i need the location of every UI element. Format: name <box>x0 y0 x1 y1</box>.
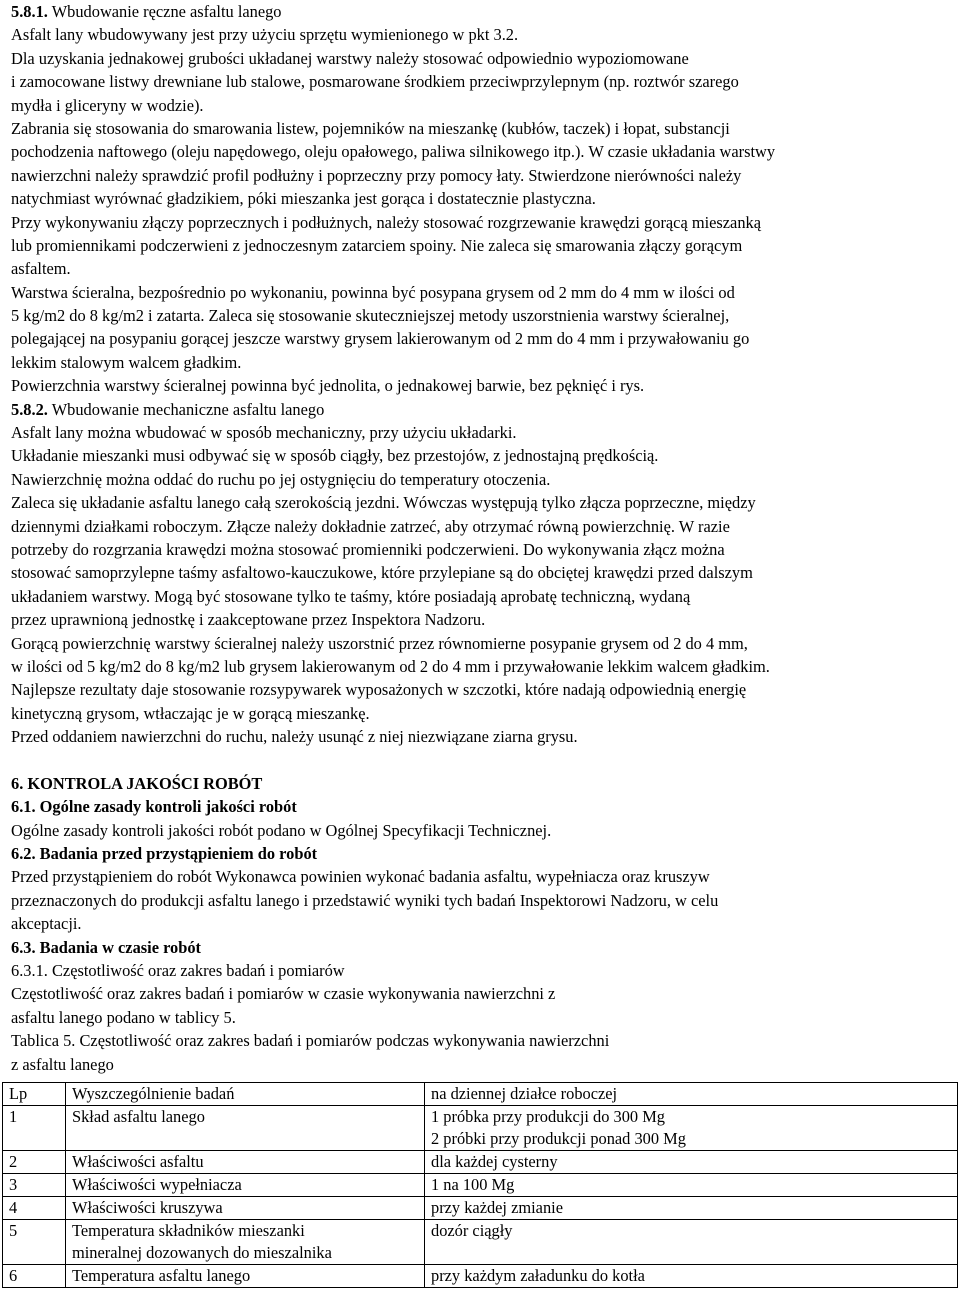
cell-line: dla każdej cysterny <box>431 1152 558 1171</box>
cell-name <box>66 1265 425 1288</box>
section-6-2-body <box>11 865 951 935</box>
cell-lp: 2 <box>3 1151 66 1174</box>
cell-line: Temperatura składników mieszanki <box>72 1221 305 1240</box>
text-line: 5 kg/m2 do 8 kg/m2 i zatarta. Zaleca się stosowanie skuteczniejszej metody uszorstnienia warstwy ścieralnej, <box>11 306 730 326</box>
table-row <box>3 1174 958 1197</box>
cell-freq <box>425 1197 958 1220</box>
cell-lp: 1 <box>3 1106 66 1151</box>
text-line: Przed oddaniem nawierzchni do ruchu, należy usunąć z niej niezwiązane ziarna grysu. <box>11 727 578 747</box>
text-line: potrzeby do rozgrzania krawędzi można stosować promienniki podczerwieni. Do wykonywania złącz można <box>11 539 725 559</box>
section-5-8-2-body <box>11 421 951 748</box>
section-number: 5.8.1. <box>11 2 48 21</box>
cell-name <box>66 1220 425 1265</box>
cell-line: 1 próbka przy produkcji do 300 Mg <box>431 1107 665 1126</box>
header-name: Wyszczególnienie badań <box>66 1083 425 1106</box>
text-line: przez uprawnioną jednostkę i zaakceptowane przez Inspektora Nadzoru. <box>11 610 486 630</box>
section-6-3-heading: 6.3. Badania w czasie robót <box>11 937 202 957</box>
cell-line: 2 próbki przy produkcji ponad 300 Mg <box>431 1129 686 1148</box>
text-line: lub promiennikami podczerwieni z jednoczesnym zatarciem spoiny. Nie zaleca się smarowania złączy gorącym <box>11 235 743 255</box>
cell-freq <box>425 1220 958 1265</box>
text-line: lekkim stalowym walcem gładkim. <box>11 352 242 372</box>
text-line: Tablica 5. Częstotliwość oraz zakres badań i pomiarów podczas wykonywania nawierzchni <box>11 1031 610 1051</box>
cell-line: Właściwości asfaltu <box>72 1152 204 1171</box>
text-line: z asfaltu lanego <box>11 1054 114 1074</box>
table-5 <box>2 1082 958 1288</box>
header-lp: Lp <box>3 1083 66 1106</box>
text-line: Gorącą powierzchnię warstwy ścieralnej należy uszorstnić przez równomierne posypanie grysem od 2 do 4 mm, <box>11 633 748 653</box>
cell-line: Skład asfaltu lanego <box>72 1107 205 1126</box>
text-line: Przed przystąpieniem do robót Wykonawca powinien wykonać badania asfaltu, wypełniacza oraz kruszyw <box>11 867 710 887</box>
table-row <box>3 1151 958 1174</box>
section-number: 6.3.1. <box>11 961 48 981</box>
section-title: Wbudowanie mechaniczne asfaltu lanego <box>47 399 325 419</box>
cell-line: dozór ciągły <box>431 1221 513 1240</box>
text-line: stosować samoprzylepne taśmy asfaltowo-kauczukowe, które przylepiane są do obciętej krawędzi przed dalszym <box>11 563 753 583</box>
text-line: Przy wykonywaniu złączy poprzecznych i podłużnych, należy stosować rozgrzewanie krawędzi gorącą mieszanką <box>11 212 761 232</box>
section-number: 5.8.2. <box>11 399 48 419</box>
cell-lp: 3 <box>3 1174 66 1197</box>
section-6-heading: 6. KONTROLA JAKOŚCI ROBÓT <box>11 773 263 793</box>
text-line: Asfalt lany można wbudować w sposób mechaniczny, przy użyciu układarki. <box>11 423 517 443</box>
text-line: Zabrania się stosowania do smarowania listew, pojemników na mieszankę (kubłów, taczek) i łopat, substancji <box>11 118 730 138</box>
cell-freq <box>425 1106 958 1151</box>
text-line: Najlepsze rezultaty daje stosowanie rozsypywarek wyposażonych w szczotki, które nadają odpowiednią energię <box>11 680 747 700</box>
text-line: Układanie mieszanki musi odbywać się w sposób ciągły, bez przestojów, z jednostajną prędkością. <box>11 446 659 466</box>
text-line: kinetyczną grysom, wtłaczając je w gorącą mieszankę. <box>11 703 370 723</box>
text-line: Warstwa ścieralna, bezpośrednio po wykonaniu, powinna być posypana grysem od 2 mm do 4 mm w ilości od <box>11 282 735 302</box>
text-line: polegającej na posypaniu gorącej jeszcze warstwy grysem lakierowanym od 2 mm do 4 mm i przywałowaniu go <box>11 329 750 349</box>
section-6-3-1-heading <box>11 959 951 982</box>
cell-line: przy każdej zmianie <box>431 1198 563 1217</box>
text-line: przeznaczonych do produkcji asfaltu lanego i przedstawić wyniki tych badań Inspektorowi Nadzoru, w celu <box>11 890 719 910</box>
section-5-8-2-heading <box>11 398 951 421</box>
cell-line: Właściwości wypełniacza <box>72 1175 242 1194</box>
spacer <box>11 749 951 772</box>
table-row <box>3 1106 958 1151</box>
header-freq: na dziennej działce roboczej <box>425 1083 958 1106</box>
cell-lp: 5 <box>3 1220 66 1265</box>
section-6-1-text: Ogólne zasady kontroli jakości robót podano w Ogólnej Specyfikacji Technicznej. <box>11 820 552 840</box>
section-5-8-1-heading <box>11 0 951 23</box>
text-line: natychmiast wyrównać gładzikiem, póki mieszanka jest gorąca i dostatecznie plastyczna. <box>11 189 596 209</box>
cell-line: 1 na 100 Mg <box>431 1175 515 1194</box>
text-line: i zamocowane listwy drewniane lub stalowe, posmarowane środkiem przeciwprzylepnym (np. roztwór szarego <box>11 72 739 92</box>
section-title: Wbudowanie ręczne asfaltu lanego <box>47 2 282 21</box>
text-line: asfaltem. <box>11 259 71 279</box>
cell-line: przy każdym załadunku do kotła <box>431 1266 645 1285</box>
section-6-3-1-body <box>11 982 951 1076</box>
section-6-1-heading: 6.1. Ogólne zasady kontroli jakości robót <box>11 797 297 817</box>
cell-freq <box>425 1174 958 1197</box>
section-6-2-heading: 6.2. Badania przed przystąpieniem do robót <box>11 844 318 864</box>
cell-freq <box>425 1265 958 1288</box>
table-row <box>3 1265 958 1288</box>
cell-line: Właściwości kruszywa <box>72 1198 223 1217</box>
cell-name <box>66 1151 425 1174</box>
text-line: Dla uzyskania jednakowej grubości układanej warstwy należy stosować odpowiednio wypoziomowane <box>11 48 689 68</box>
section-5-8-1-body <box>11 23 951 397</box>
table-header-row <box>3 1083 958 1106</box>
cell-freq <box>425 1151 958 1174</box>
text-line: układaniem warstwy. Mogą być stosowane tylko te taśmy, które posiadają aprobatę techniczną, wydaną <box>11 586 691 606</box>
text-line: asfaltu lanego podano w tablicy 5. <box>11 1007 236 1027</box>
cell-line: mineralnej dozowanych do mieszalnika <box>72 1243 332 1262</box>
text-line: Częstotliwość oraz zakres badań i pomiarów w czasie wykonywania nawierzchni z <box>11 984 556 1004</box>
document-page <box>11 0 951 1076</box>
text-line: Powierzchnia warstwy ścieralnej powinna być jednolita, o jednakowej barwie, bez pęknięć i rys. <box>11 376 645 396</box>
section-title: Częstotliwość oraz zakres badań i pomiarów <box>47 961 345 981</box>
cell-lp: 4 <box>3 1197 66 1220</box>
text-line: Asfalt lany wbudowywany jest przy użyciu sprzętu wymienionego w pkt 3.2. <box>11 25 519 45</box>
text-line: nawierzchni należy sprawdzić profil podłużny i poprzeczny przy pomocy łaty. Stwierdzone nierówności należy <box>11 165 742 185</box>
text-line: pochodzenia naftowego (oleju napędowego, oleju opałowego, paliwa silnikowego itp.). W czasie układania warstwy <box>11 142 776 162</box>
cell-name <box>66 1106 425 1151</box>
cell-lp: 6 <box>3 1265 66 1288</box>
text-line: akceptacji. <box>11 914 82 934</box>
text-line: w ilości od 5 kg/m2 do 8 kg/m2 lub grysem lakierowanym od 2 do 4 mm i przywałowanie lekkim walcem gładkim. <box>11 656 770 676</box>
text-line: dziennymi działkami roboczym. Złącze należy dokładnie zatrzeć, aby otrzymać równą powierzchnię. W razie <box>11 516 730 536</box>
cell-line: Temperatura asfaltu lanego <box>72 1266 251 1285</box>
cell-name <box>66 1174 425 1197</box>
text-line: Nawierzchnię można oddać do ruchu po jej ostygnięciu do temperatury otoczenia. <box>11 469 551 489</box>
text-line: mydła i gliceryny w wodzie). <box>11 95 204 115</box>
cell-name <box>66 1197 425 1220</box>
text-line: Zaleca się układanie asfaltu lanego całą szerokością jezdni. Wówczas występują tylko złącza poprzeczne, między <box>11 493 756 513</box>
table-row <box>3 1197 958 1220</box>
table-row <box>3 1220 958 1265</box>
